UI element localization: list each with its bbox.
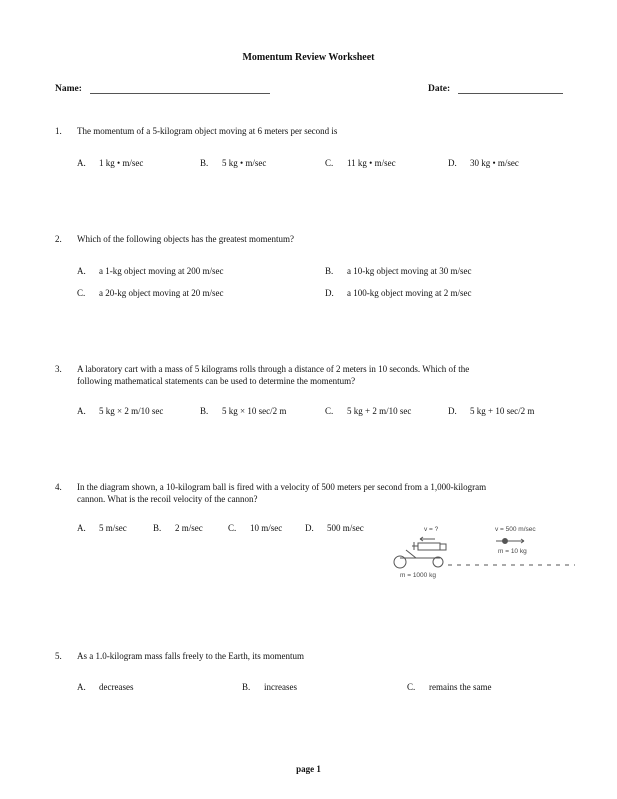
svg-text:v = ?: v = ? [424, 526, 439, 533]
page-number: page 1 [296, 764, 321, 774]
option-letter: D. [448, 158, 457, 168]
question-number: 1. [55, 126, 62, 136]
question-text: Which of the following objects has the greatest momentum? [77, 234, 294, 244]
option-text: 11 kg • m/sec [347, 158, 396, 168]
svg-text:m = 1000 kg: m = 1000 kg [400, 572, 436, 579]
date-blank-line[interactable] [458, 93, 563, 94]
option-letter: B. [153, 523, 162, 533]
option-letter: B. [242, 682, 251, 692]
option-text: 30 kg • m/sec [470, 158, 519, 168]
option-text: a 1-kg object moving at 200 m/sec [99, 266, 224, 276]
option-c[interactable] [325, 406, 411, 416]
option-a[interactable] [77, 682, 133, 692]
option-b[interactable] [200, 158, 266, 168]
option-a[interactable] [77, 266, 223, 276]
option-letter: D. [325, 288, 334, 298]
option-c[interactable] [77, 288, 223, 298]
cannon-illustration-icon [390, 520, 575, 590]
option-c[interactable] [228, 523, 282, 533]
option-text: 500 m/sec [327, 523, 364, 533]
option-text: 5 kg × 10 sec/2 m [222, 406, 287, 416]
name-blank-line[interactable] [90, 93, 270, 94]
question-text-line-2: following mathematical statements can be used to determine the momentum? [77, 376, 356, 386]
name-label: Name: [55, 84, 82, 94]
question-text-line-1: In the diagram shown, a 10-kilogram ball is fired with a velocity of 500 meters per second from a 1,000-kilogram [77, 482, 487, 492]
option-d[interactable] [305, 523, 364, 533]
option-text: 5 kg + 10 sec/2 m [470, 406, 535, 416]
option-letter: D. [448, 406, 457, 416]
option-text: a 10-kg object moving at 30 m/sec [347, 266, 472, 276]
option-text: increases [264, 682, 297, 692]
option-b[interactable] [200, 406, 286, 416]
option-letter: C. [325, 406, 334, 416]
option-d[interactable] [448, 406, 534, 416]
option-c[interactable] [407, 682, 491, 692]
worksheet-title: Momentum Review Worksheet [242, 52, 375, 63]
option-text: 2 m/sec [175, 523, 203, 533]
option-letter: C. [407, 682, 416, 692]
question-text: The momentum of a 5-kilogram object moving at 6 meters per second is [77, 126, 338, 136]
option-letter: A. [77, 523, 86, 533]
option-text: remains the same [429, 682, 492, 692]
question-text-line-2: cannon. What is the recoil velocity of the cannon? [77, 494, 258, 504]
option-text: a 20-kg object moving at 20 m/sec [99, 288, 224, 298]
option-text: 5 kg × 2 m/10 sec [99, 406, 164, 416]
question-text-line-1: A laboratory cart with a mass of 5 kilograms rolls through a distance of 2 meters in 10 seconds. Which of the [77, 364, 470, 374]
option-letter: A. [77, 406, 86, 416]
option-text: 5 kg • m/sec [222, 158, 267, 168]
option-b[interactable] [325, 266, 471, 276]
option-letter: A. [77, 682, 86, 692]
option-d[interactable] [448, 158, 519, 168]
option-letter: D. [305, 523, 314, 533]
option-letter: B. [200, 406, 209, 416]
question-number: 2. [55, 234, 62, 244]
option-a[interactable] [77, 406, 163, 416]
option-letter: C. [228, 523, 237, 533]
cannon-diagram [390, 520, 575, 590]
option-text: a 100-kg object moving at 2 m/sec [347, 288, 472, 298]
option-letter: A. [77, 266, 86, 276]
question-number: 3. [55, 364, 62, 374]
option-text: 5 m/sec [99, 523, 127, 533]
option-letter: B. [200, 158, 209, 168]
option-text: 1 kg • m/sec [99, 158, 144, 168]
option-letter: C. [325, 158, 334, 168]
option-a[interactable] [77, 158, 143, 168]
date-label: Date: [428, 84, 451, 94]
option-c[interactable] [325, 158, 396, 168]
option-letter: A. [77, 158, 86, 168]
question-number: 5. [55, 651, 62, 661]
option-text: 10 m/sec [250, 523, 283, 533]
option-text: decreases [99, 682, 134, 692]
option-letter: B. [325, 266, 334, 276]
question-text: As a 1.0-kilogram mass falls freely to the Earth, its momentum [77, 651, 304, 661]
option-d[interactable] [325, 288, 471, 298]
option-letter: C. [77, 288, 86, 298]
option-text: 5 kg + 2 m/10 sec [347, 406, 412, 416]
option-a[interactable] [77, 523, 127, 533]
option-b[interactable] [153, 523, 203, 533]
option-b[interactable] [242, 682, 297, 692]
svg-text:m = 10 kg: m = 10 kg [498, 548, 527, 555]
svg-text:v = 500 m/sec: v = 500 m/sec [495, 526, 536, 533]
question-number: 4. [55, 482, 62, 492]
